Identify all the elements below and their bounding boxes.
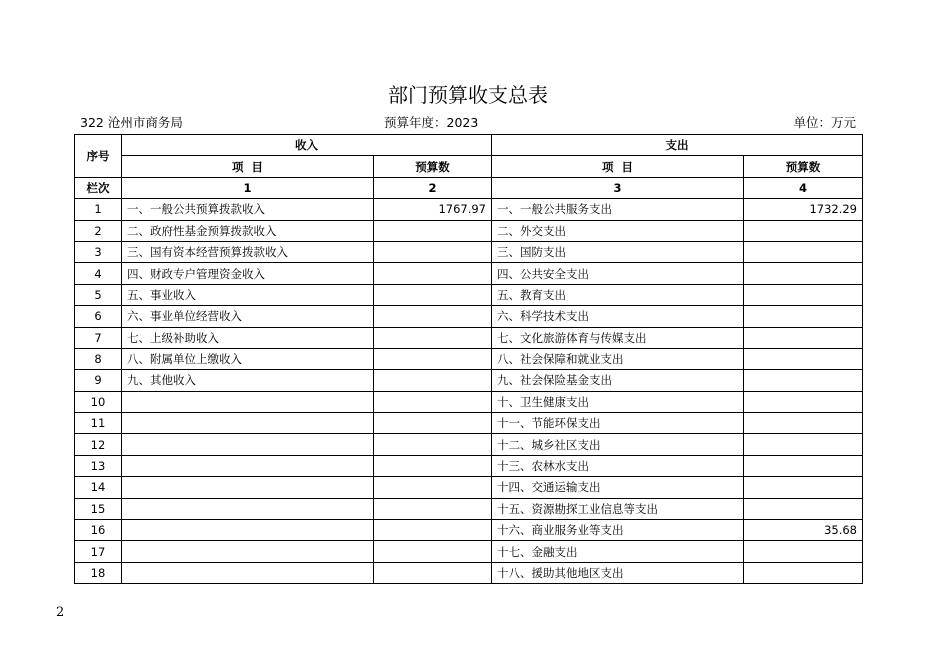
income-amount-cell: 1767.97 bbox=[374, 199, 492, 220]
row-index: 2 bbox=[75, 220, 122, 241]
income-item-cell: 四、财政专户管理资金收入 bbox=[122, 263, 374, 284]
expense-amount-cell bbox=[744, 220, 863, 241]
unit-label: 单位：万元 bbox=[793, 115, 856, 130]
income-amount-cell bbox=[374, 562, 492, 583]
income-item-cell bbox=[122, 520, 374, 541]
expense-amount-cell bbox=[744, 263, 863, 284]
expense-item-cell: 十三、农林水支出 bbox=[492, 455, 744, 476]
table-row bbox=[75, 263, 863, 284]
budget-year-label: 预算年度：2023 bbox=[384, 115, 479, 130]
table-row bbox=[75, 327, 863, 348]
page-number: 2 bbox=[56, 605, 65, 620]
expense-item-cell: 一、一般公共服务支出 bbox=[492, 199, 744, 220]
row-index: 3 bbox=[75, 241, 122, 262]
table-row bbox=[75, 498, 863, 519]
income-amount-cell bbox=[374, 327, 492, 348]
row-index: 12 bbox=[75, 434, 122, 455]
expense-amount-cell bbox=[744, 541, 863, 562]
expense-item-cell: 十、卫生健康支出 bbox=[492, 391, 744, 412]
expense-item-cell: 九、社会保险基金支出 bbox=[492, 370, 744, 391]
expense-item-cell: 五、教育支出 bbox=[492, 284, 744, 305]
expense-amount-cell bbox=[744, 455, 863, 476]
expense-item-cell: 三、国防支出 bbox=[492, 241, 744, 262]
expense-amount-cell bbox=[744, 498, 863, 519]
income-amount-cell bbox=[374, 348, 492, 369]
table-body bbox=[75, 199, 863, 584]
header-col-4: 4 bbox=[744, 177, 863, 198]
table-row bbox=[75, 391, 863, 412]
income-amount-cell bbox=[374, 413, 492, 434]
income-item-cell: 九、其他收入 bbox=[122, 370, 374, 391]
expense-item-cell: 七、文化旅游体育与传媒支出 bbox=[492, 327, 744, 348]
header-index: 序号 bbox=[75, 135, 122, 178]
org-label: 322 沧州市商务局 bbox=[80, 115, 183, 130]
expense-amount-cell bbox=[744, 413, 863, 434]
expense-item-cell: 二、外交支出 bbox=[492, 220, 744, 241]
expense-item-cell: 十七、金融支出 bbox=[492, 541, 744, 562]
expense-item-cell: 十八、援助其他地区支出 bbox=[492, 562, 744, 583]
row-index: 16 bbox=[75, 520, 122, 541]
row-index: 13 bbox=[75, 455, 122, 476]
income-item-cell bbox=[122, 413, 374, 434]
table-row bbox=[75, 434, 863, 455]
income-item-cell: 五、事业收入 bbox=[122, 284, 374, 305]
table-row bbox=[75, 220, 863, 241]
income-item-cell: 七、上级补助收入 bbox=[122, 327, 374, 348]
table-row bbox=[75, 562, 863, 583]
expense-item-cell: 十四、交通运输支出 bbox=[492, 477, 744, 498]
expense-item-cell: 六、科学技术支出 bbox=[492, 306, 744, 327]
expense-amount-cell bbox=[744, 477, 863, 498]
header-expense-group: 支出 bbox=[492, 135, 863, 156]
table-row bbox=[75, 348, 863, 369]
income-item-cell bbox=[122, 562, 374, 583]
income-item-cell: 三、国有资本经营预算拨款收入 bbox=[122, 241, 374, 262]
income-item-cell: 二、政府性基金预算拨款收入 bbox=[122, 220, 374, 241]
table-row bbox=[75, 541, 863, 562]
income-amount-cell bbox=[374, 498, 492, 519]
table-row bbox=[75, 241, 863, 262]
row-index: 4 bbox=[75, 263, 122, 284]
income-item-cell bbox=[122, 477, 374, 498]
income-item-cell bbox=[122, 541, 374, 562]
row-index: 11 bbox=[75, 413, 122, 434]
header-income-group: 收入 bbox=[122, 135, 492, 156]
income-amount-cell bbox=[374, 391, 492, 412]
income-amount-cell bbox=[374, 455, 492, 476]
page-title: 部门预算收支总表 bbox=[388, 83, 548, 107]
header-col-3: 3 bbox=[492, 177, 744, 198]
table-row bbox=[75, 520, 863, 541]
expense-item-cell: 四、公共安全支出 bbox=[492, 263, 744, 284]
income-item-cell: 六、事业单位经营收入 bbox=[122, 306, 374, 327]
expense-amount-cell bbox=[744, 370, 863, 391]
income-amount-cell bbox=[374, 284, 492, 305]
row-index: 8 bbox=[75, 348, 122, 369]
income-amount-cell bbox=[374, 434, 492, 455]
expense-item-cell: 八、社会保障和就业支出 bbox=[492, 348, 744, 369]
table-row bbox=[75, 306, 863, 327]
income-item-cell: 八、附属单位上缴收入 bbox=[122, 348, 374, 369]
table-row bbox=[75, 284, 863, 305]
expense-item-cell: 十六、商业服务业等支出 bbox=[492, 520, 744, 541]
row-index: 7 bbox=[75, 327, 122, 348]
expense-amount-cell bbox=[744, 434, 863, 455]
income-item-cell bbox=[122, 391, 374, 412]
header-income-item: 项 目 bbox=[122, 156, 374, 177]
row-index: 5 bbox=[75, 284, 122, 305]
expense-amount-cell bbox=[744, 348, 863, 369]
income-item-cell bbox=[122, 434, 374, 455]
expense-amount-cell bbox=[744, 284, 863, 305]
table-row bbox=[75, 455, 863, 476]
income-amount-cell bbox=[374, 241, 492, 262]
header-expense-item: 项 目 bbox=[492, 156, 744, 177]
header-column-row-label: 栏次 bbox=[75, 177, 122, 198]
expense-amount-cell bbox=[744, 306, 863, 327]
row-index: 10 bbox=[75, 391, 122, 412]
budget-summary-table bbox=[74, 134, 863, 584]
expense-amount-cell bbox=[744, 562, 863, 583]
row-index: 14 bbox=[75, 477, 122, 498]
income-item-cell bbox=[122, 498, 374, 519]
row-index: 18 bbox=[75, 562, 122, 583]
income-amount-cell bbox=[374, 541, 492, 562]
expense-amount-cell bbox=[744, 327, 863, 348]
income-amount-cell bbox=[374, 263, 492, 284]
row-index: 6 bbox=[75, 306, 122, 327]
expense-item-cell: 十二、城乡社区支出 bbox=[492, 434, 744, 455]
income-amount-cell bbox=[374, 477, 492, 498]
header-income-amount: 预算数 bbox=[374, 156, 492, 177]
income-amount-cell bbox=[374, 220, 492, 241]
table-row bbox=[75, 370, 863, 391]
expense-amount-cell bbox=[744, 241, 863, 262]
row-index: 17 bbox=[75, 541, 122, 562]
table-row bbox=[75, 199, 863, 220]
income-amount-cell bbox=[374, 520, 492, 541]
expense-item-cell: 十五、资源勘探工业信息等支出 bbox=[492, 498, 744, 519]
income-amount-cell bbox=[374, 306, 492, 327]
table-row bbox=[75, 413, 863, 434]
expense-amount-cell bbox=[744, 391, 863, 412]
income-item-cell bbox=[122, 455, 374, 476]
row-index: 15 bbox=[75, 498, 122, 519]
header-col-1: 1 bbox=[122, 177, 374, 198]
expense-item-cell: 十一、节能环保支出 bbox=[492, 413, 744, 434]
table-row bbox=[75, 477, 863, 498]
row-index: 1 bbox=[75, 199, 122, 220]
header-expense-amount: 预算数 bbox=[744, 156, 863, 177]
expense-amount-cell: 1732.29 bbox=[744, 199, 863, 220]
expense-amount-cell: 35.68 bbox=[744, 520, 863, 541]
income-amount-cell bbox=[374, 370, 492, 391]
income-item-cell: 一、一般公共预算拨款收入 bbox=[122, 199, 374, 220]
row-index: 9 bbox=[75, 370, 122, 391]
header-col-2: 2 bbox=[374, 177, 492, 198]
